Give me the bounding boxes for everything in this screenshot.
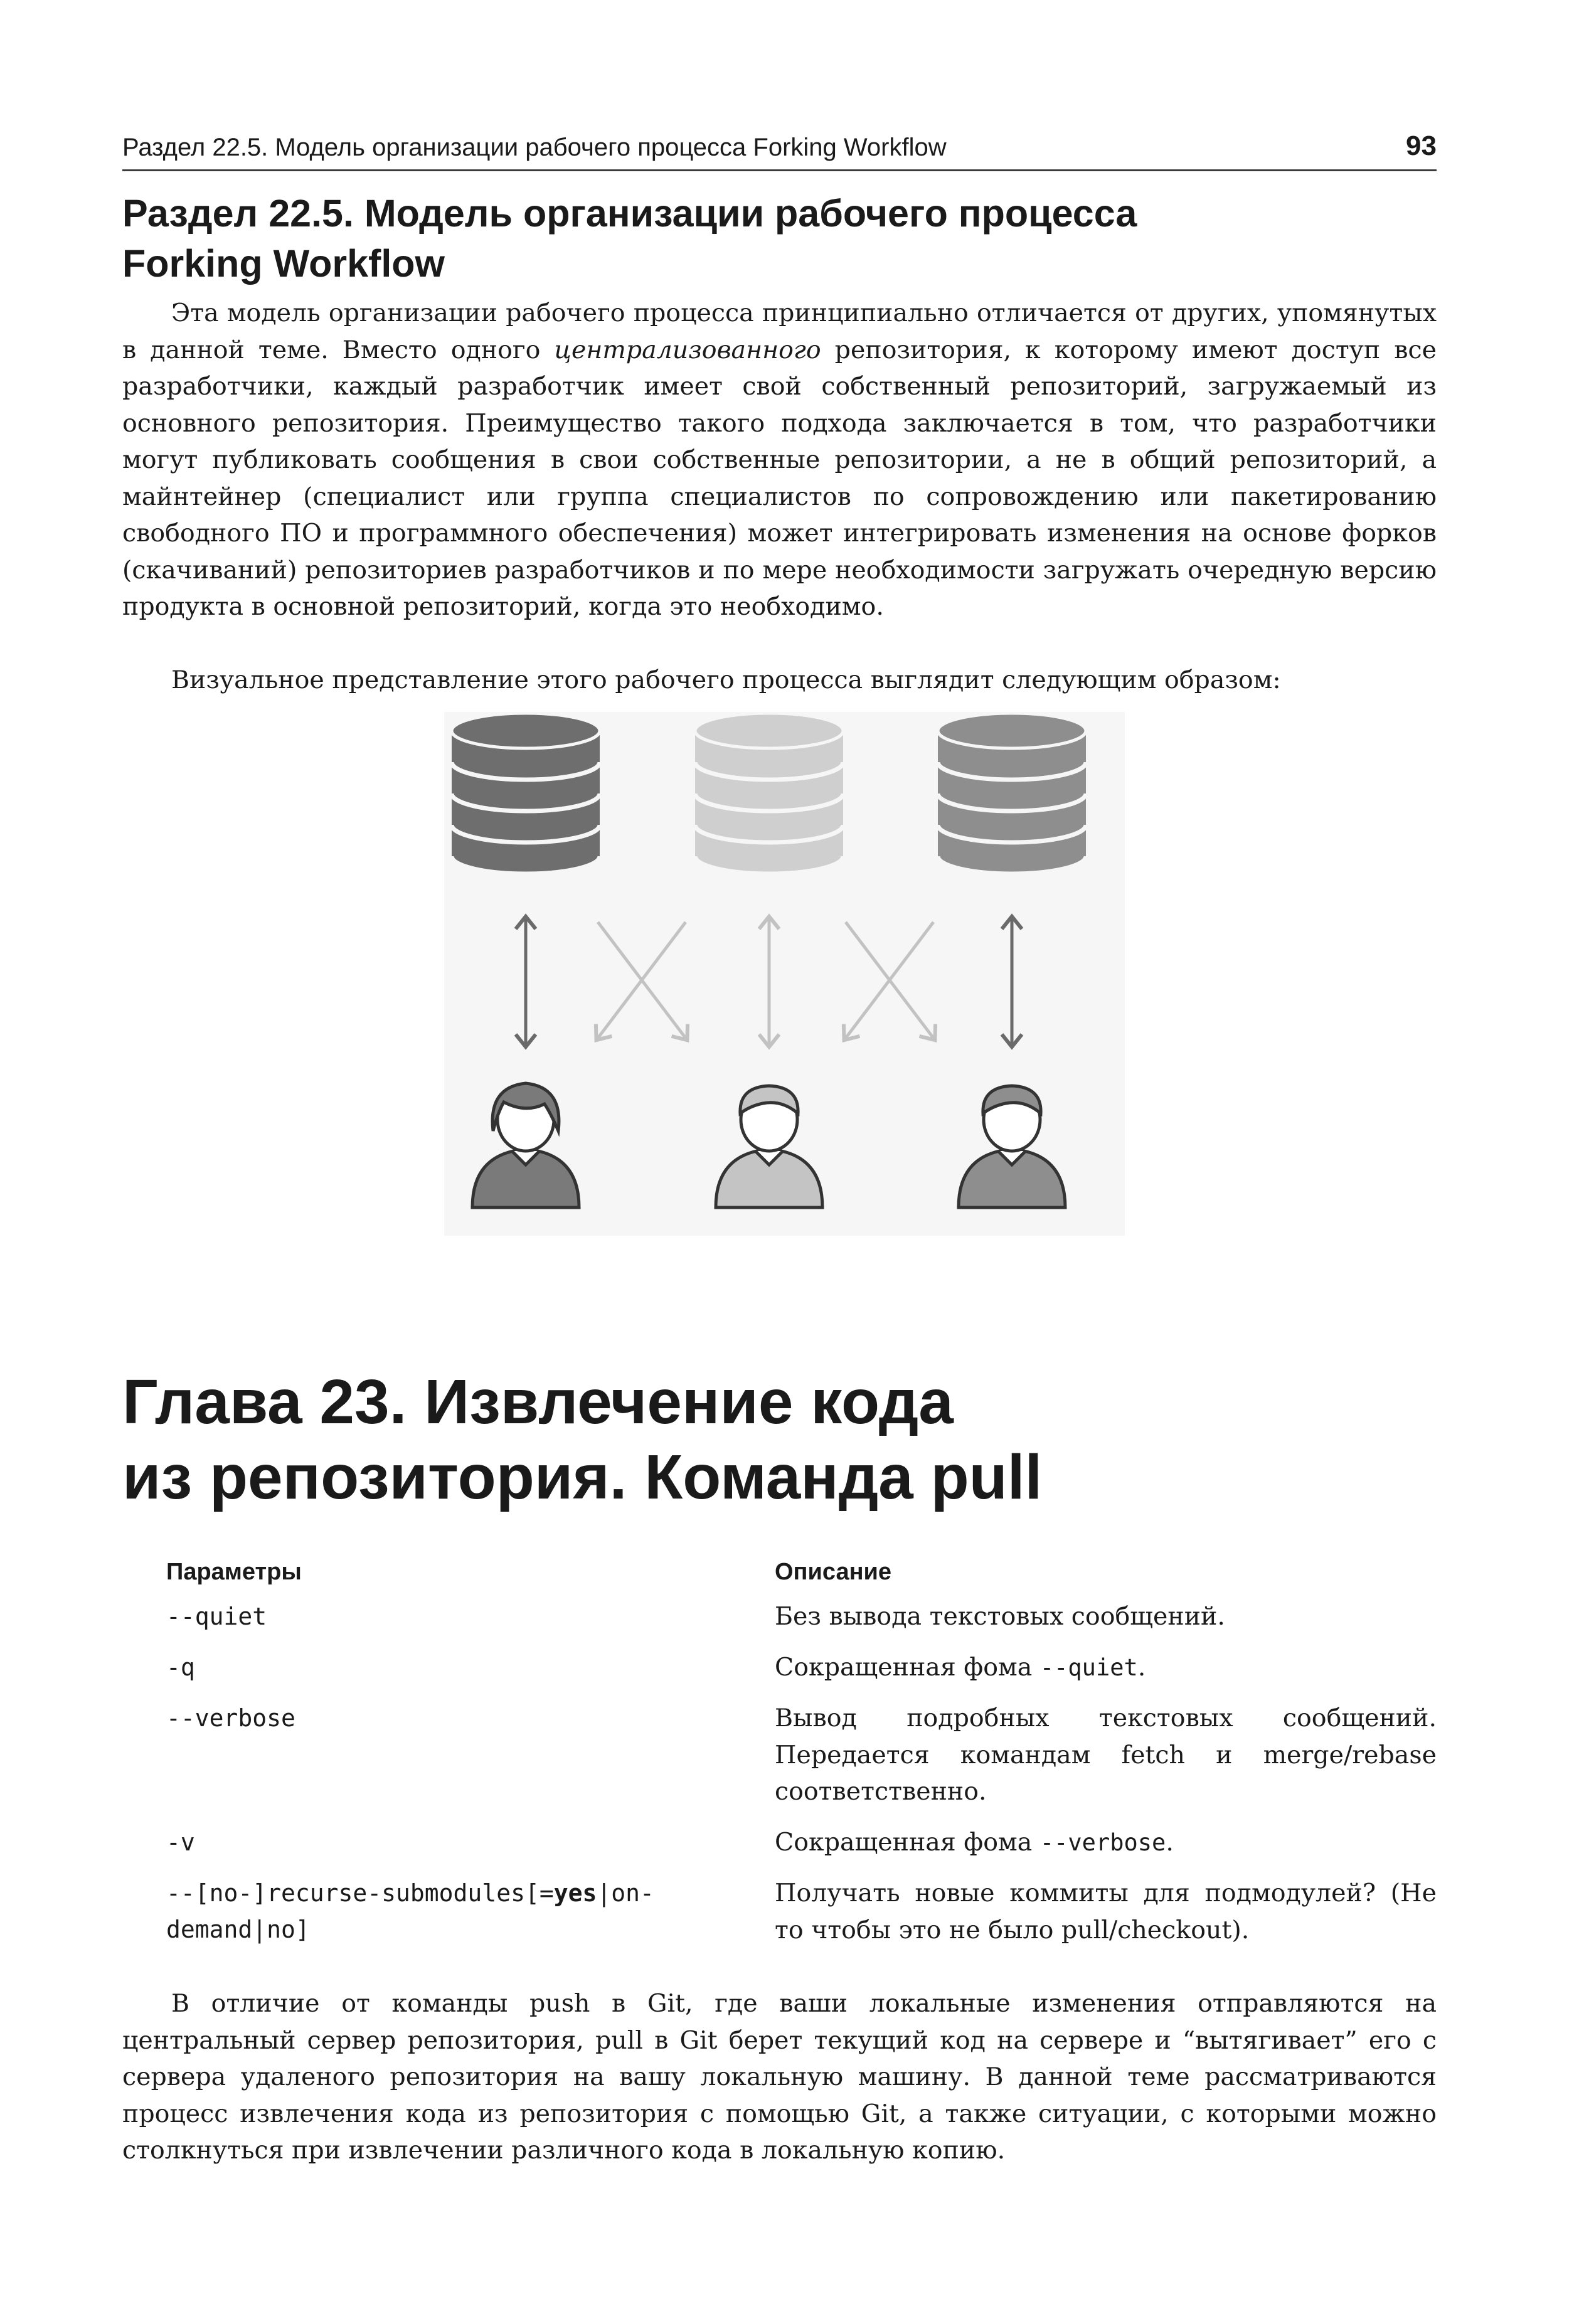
database-icon — [938, 713, 1086, 874]
chapter-title-line2: из репозитория. Команда pull — [122, 1442, 1043, 1512]
database-icon — [452, 713, 600, 874]
running-head-title: Раздел 22.5. Модель организации рабочего процесса Forking Workflow — [122, 134, 947, 161]
desc-text-end: . — [1166, 1827, 1174, 1857]
desc-code: --quiet — [1039, 1653, 1138, 1681]
section-paragraph-2: Визуальное представление этого рабочего процесса выглядит следующим образом: — [171, 666, 1281, 694]
section-title-line2: Forking Workflow — [122, 242, 445, 285]
description-cell — [775, 1649, 1437, 1701]
cross-arrows-left — [598, 922, 686, 1038]
pull-parameters-table — [166, 1559, 1437, 1962]
section-title — [122, 188, 1437, 289]
chapter-paragraph: В отличие от команды push в Git, где ваши локальные изменения отправляются на центральный сервер репозитория, pull в Git берет текущий код на сервере и “вытягивает” его с сервера удаленого репозитория на вашу локальную машину. В данной теме рассматриваются процесс извлечения кода из репозитория с помощью Git, а также ситуации, с которыми можно столкнуться при извлечении различного кода в локальную копию. — [122, 1989, 1437, 2165]
para1-start: Эта модель организации рабочего процесса принципиально отличается от других, упомянутых в данной теме. Вместо одного — [122, 299, 1437, 364]
param-bold: yes — [553, 1879, 597, 1907]
chapter-title — [122, 1364, 1437, 1515]
desc-text: Сокращенная фома — [775, 1827, 1040, 1857]
param-text-end: |on-demand|no] — [166, 1879, 654, 1943]
description-cell: Вывод подробных текстовых сообщений. Передается командам fetch и merge/rebase соответственно. — [775, 1704, 1437, 1806]
person-icon — [959, 1086, 1065, 1207]
running-head — [122, 130, 1437, 171]
table-header-row — [166, 1559, 1437, 1598]
para1-emphasis: централизованного — [554, 335, 821, 364]
description-cell: Получать новые коммиты для подмодулей? (Не то чтобы это не было pull/checkout). — [775, 1879, 1437, 1945]
description-cell — [775, 1824, 1437, 1876]
param-text: --[no-]recurse-submodules[= — [166, 1879, 554, 1907]
person-icon — [716, 1086, 822, 1207]
desc-text: Сокращенная фома — [775, 1652, 1040, 1682]
desc-text-end: . — [1137, 1652, 1146, 1682]
description-cell: Без вывода текстовых сообщений. — [775, 1602, 1225, 1631]
param-cell: --verbose — [166, 1704, 295, 1732]
header-description: Описание — [775, 1559, 892, 1585]
header-params: Параметры — [166, 1559, 302, 1585]
table-row — [166, 1875, 1437, 1962]
table-row — [166, 1598, 1437, 1649]
chapter-title-line1: Глава 23. Извлечение кода — [122, 1367, 954, 1437]
table-row — [166, 1649, 1437, 1701]
section-title-line1: Раздел 22.5. Модель организации рабочего процесса — [122, 192, 1137, 235]
param-cell — [166, 1875, 775, 1962]
forking-workflow-diagram — [444, 712, 1125, 1236]
para1-end: репозитория, к которому имеют доступ все разработчики, каждый разработчик имеет свой собственный репозиторий, загружаемый из основного репозитория. Преимущество такого подхода заключается в том, что разработчики могут публиковать сообщения в свои собственные репозитории, а не в общий репозиторий, а майнтейнер (специалист или группа специалистов по сопровождению или пакетированию свободного ПО и программного обеспечения) может интегрировать изменения на основе форков (скачиваний) репозиториев разработчиков и по мере необходимости загружать очередную версию продукта в основной репозиторий, когда это необходимо. — [122, 335, 1437, 621]
param-cell: --quiet — [166, 1603, 267, 1630]
person-icon — [472, 1083, 579, 1207]
table-row — [166, 1700, 1437, 1824]
param-cell: -v — [166, 1828, 195, 1856]
param-cell: -q — [166, 1653, 195, 1681]
table-row — [166, 1824, 1437, 1876]
desc-code: --verbose — [1039, 1828, 1166, 1856]
section-paragraph-1 — [122, 295, 1437, 625]
page-number: 93 — [1406, 130, 1437, 161]
database-icon — [695, 713, 843, 874]
cross-arrows-right — [846, 922, 933, 1038]
